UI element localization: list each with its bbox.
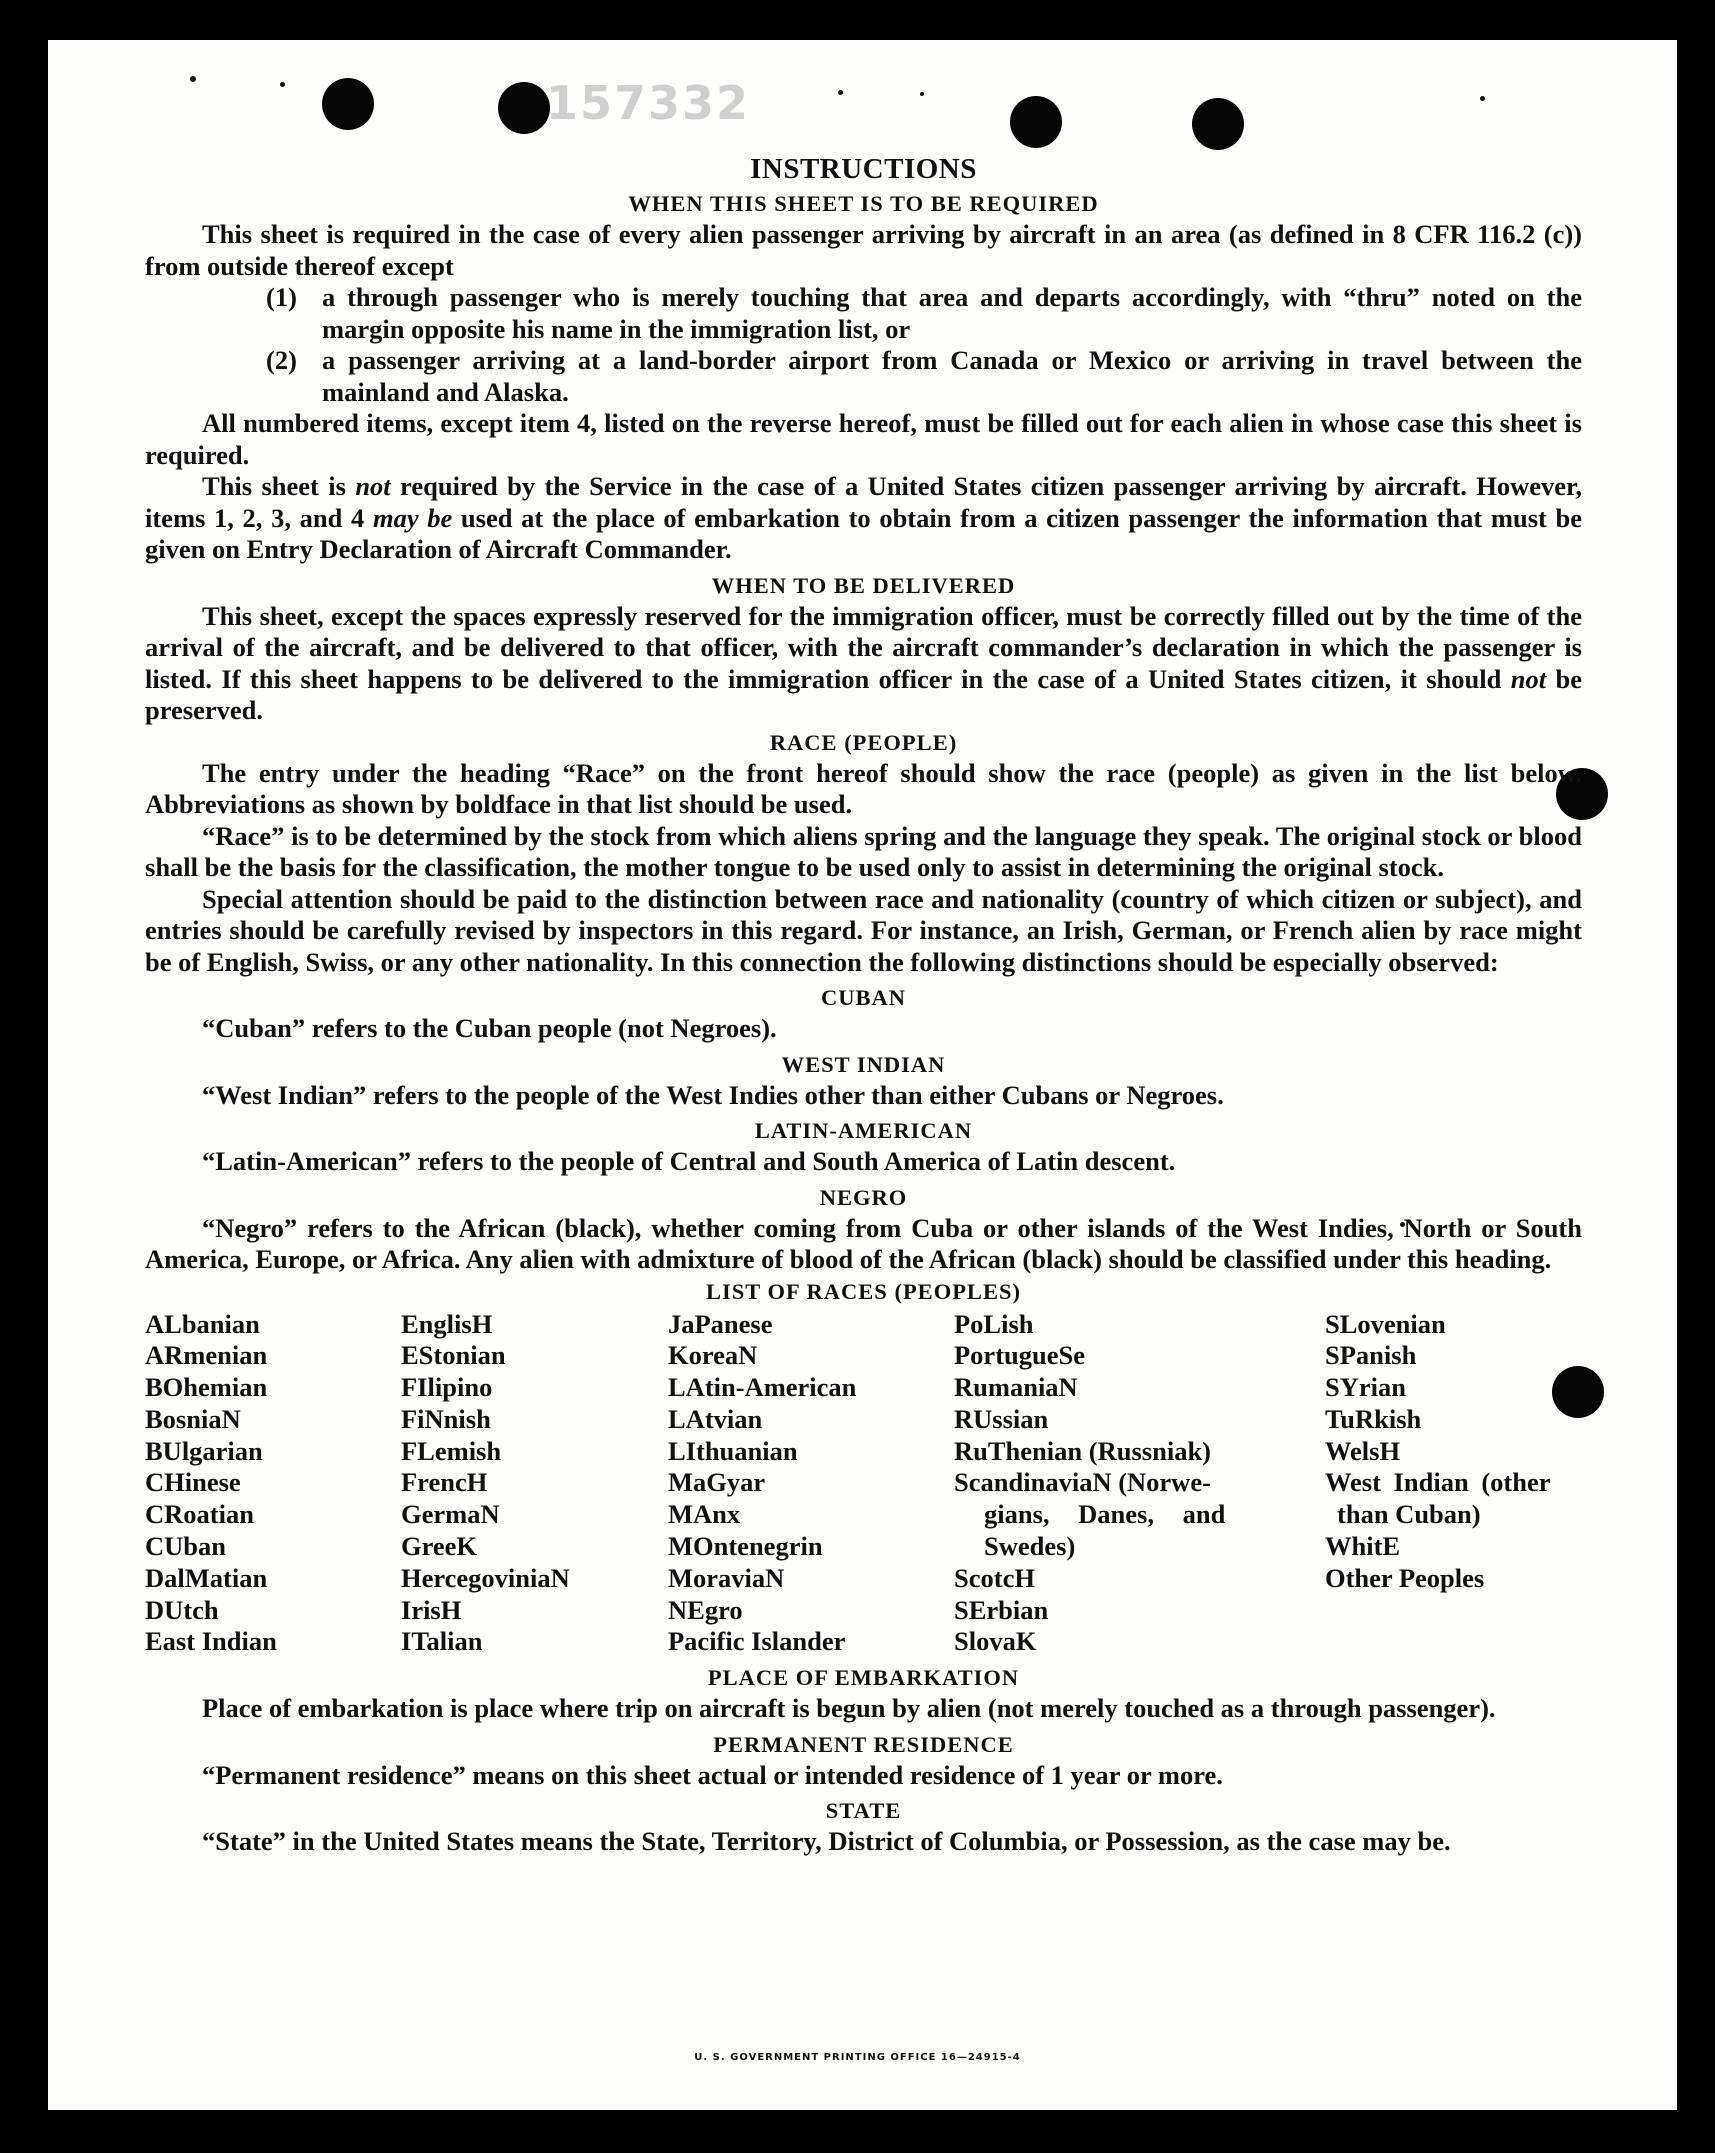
race-entry: GermaN	[401, 1499, 500, 1530]
race-entry: West Indian (other	[1325, 1467, 1551, 1498]
italic-text: may be	[372, 502, 453, 533]
race-entry: TuRkish	[1325, 1403, 1422, 1434]
item-number: (1)	[266, 282, 297, 312]
race-entry: BUlgarian	[145, 1435, 263, 1466]
race-entry: DUtch	[145, 1594, 219, 1625]
race-column-5	[1325, 1309, 1582, 1659]
paragraph: This sheet is required in the case of every alien passenger arriving by aircraft in an area (as defined in 8 CFR 116.2 (c)) from outside thereof except	[145, 219, 1582, 281]
text-run: in that list should be used.	[550, 789, 853, 819]
speck	[920, 92, 924, 96]
section-heading-permanent-residence: PERMANENT RESIDENCE	[713, 1731, 1014, 1757]
race-column-2	[401, 1309, 668, 1659]
race-entry: MAnx	[668, 1499, 741, 1530]
page-title: INSTRUCTIONS	[750, 153, 977, 185]
race-entry: KoreaN	[668, 1340, 758, 1371]
section-heading-list-of-races: LIST OF RACES (PEOPLES)	[706, 1278, 1021, 1304]
race-entry: EStonian	[401, 1340, 506, 1371]
race-entry: HercegoviniaN	[401, 1562, 570, 1593]
punch-hole	[498, 82, 550, 134]
section-heading-when-required: WHEN THIS SHEET IS TO BE REQUIRED	[628, 191, 1099, 216]
race-entry: FiNnish	[401, 1403, 491, 1434]
race-entry: EnglisH	[401, 1308, 493, 1339]
text-run: be preserved.	[145, 663, 1583, 725]
race-entry: DalMatian	[145, 1562, 268, 1593]
race-entry: Other Peoples	[1325, 1562, 1485, 1593]
race-entry: NEgro	[668, 1594, 743, 1625]
race-entry: LIthuanian	[668, 1435, 798, 1466]
race-entry: FrencH	[401, 1467, 488, 1498]
paragraph	[145, 471, 1582, 566]
punch-hole	[1192, 98, 1244, 150]
italic-text: not	[1510, 663, 1547, 694]
race-entry: MaGyar	[668, 1467, 766, 1498]
printer-imprint: U. S. GOVERNMENT PRINTING OFFICE 16—24915-4	[694, 2052, 1021, 2063]
race-entry: GreeK	[401, 1531, 478, 1562]
punch-hole	[322, 78, 374, 130]
race-entry: ScotcH	[954, 1562, 1035, 1593]
race-entry: JaPanese	[668, 1308, 773, 1339]
race-column-1	[145, 1309, 401, 1659]
bold-text: boldface	[455, 789, 551, 819]
italic-text: not	[355, 471, 391, 501]
race-entry: IrisH	[401, 1594, 462, 1625]
race-entry: CUban	[145, 1531, 227, 1562]
section-heading-negro: NEGRO	[819, 1184, 908, 1210]
speck	[280, 82, 285, 87]
race-entry: LAtvian	[668, 1403, 763, 1434]
speck	[838, 90, 843, 95]
section-heading-state: STATE	[825, 1798, 902, 1824]
race-entry: SLovenian	[1325, 1308, 1446, 1339]
race-entry: LAtin-American	[668, 1372, 857, 1403]
race-entry: PoLish	[954, 1308, 1034, 1339]
race-entry: FIlipino	[401, 1372, 493, 1403]
race-entry: SlovaK	[954, 1626, 1037, 1657]
race-entry: East Indian	[145, 1626, 277, 1657]
race-entry: RUssian	[954, 1403, 1049, 1434]
paragraph	[145, 601, 1582, 727]
race-entry: ARmenian	[145, 1340, 268, 1371]
faded-stamp-number: 157332	[546, 76, 751, 130]
race-entry: FLemish	[401, 1435, 502, 1466]
item-text: a through passenger who is merely touching that area and departs accordingly, with “thru” noted on the margin opposite his name in the immigration list, or	[322, 282, 1582, 344]
section-heading-cuban: CUBAN	[820, 985, 906, 1010]
paragraph	[145, 758, 1582, 821]
list-item	[266, 282, 1582, 345]
punch-hole	[1010, 96, 1062, 148]
paragraph: Place of embarkation is place where trip on aircraft is begun by alien (not merely touched as a through passenger).	[202, 1693, 1496, 1724]
paragraph: “Race” is to be determined by the stock from which aliens spring and the language they speak. The original stock or blood shall be the basis for the classification, the mother tongue to be used only to assist in determining the original stock.	[145, 820, 1582, 882]
section-heading-west-indian: WEST INDIAN	[781, 1051, 946, 1077]
race-entry: SErbian	[954, 1594, 1049, 1625]
paragraph: “Negro” refers to the African (black), whether coming from Cuba or other islands of the West Indies, North or South America, Europe, or Africa. Any alien with admixture of blood of the African (black) should be classified under this heading.	[145, 1212, 1582, 1274]
paragraph: “Latin-American” refers to the people of Central and South America of Latin descent.	[202, 1146, 1176, 1176]
race-entry: ITalian	[401, 1626, 483, 1657]
item-text: a passenger arriving at a land-border airport from Canada or Mexico or arriving in travel between the mainland and Alaska.	[322, 345, 1582, 407]
race-list	[145, 1309, 1582, 1659]
race-entry: RumaniaN	[954, 1372, 1078, 1403]
race-entry-continued: Swedes)	[984, 1531, 1076, 1562]
speck	[1480, 96, 1485, 101]
race-column-4	[954, 1309, 1325, 1659]
instructions-content	[145, 150, 1582, 1858]
paragraph: Special attention should be paid to the distinction between race and nationality (country of which citizen or subject), and entries should be carefully revised by inspectors in this regard. For instance, an Irish, German, or French alien by race might be of English, Swiss, or any other nationality. In this connection the following distinctions should be especially observed:	[145, 883, 1582, 977]
text-run: The entry under the heading “Race” on the front hereof should show the race (people) as given in the list below. Abbreviations as shown by	[145, 757, 1582, 819]
section-heading-race: RACE (PEOPLE)	[769, 729, 958, 755]
race-entry: PortugueSe	[954, 1340, 1086, 1371]
race-entry: MoraviaN	[668, 1562, 785, 1593]
text-run: This sheet is	[202, 471, 356, 501]
speck	[190, 76, 196, 82]
race-entry: CRoatian	[145, 1499, 254, 1530]
paragraph: “Permanent residence” means on this sheet actual or intended residence of 1 year or more.	[202, 1759, 1223, 1790]
race-entry: ScandinaviaN (Norwe-	[954, 1467, 1211, 1498]
paragraph: “West Indian” refers to the people of the West Indies other than either Cubans or Negroes.	[202, 1079, 1224, 1110]
text-run: used at the place of embarkation to obtain from a citizen passenger the information that must be given on Entry Declaration of Aircraft Commander.	[145, 502, 1583, 564]
race-entry: WhitE	[1325, 1531, 1401, 1562]
race-entry: SYrian	[1325, 1372, 1406, 1403]
section-heading-latin-american: LATIN-AMERICAN	[754, 1118, 973, 1143]
race-entry-continued: gians, Danes, and	[984, 1499, 1226, 1530]
paragraph: “State” in the United States means the State, Territory, District of Columbia, or Possession, as the case may be.	[202, 1826, 1451, 1857]
list-item	[266, 345, 1582, 408]
race-entry: WelsH	[1325, 1435, 1401, 1466]
text-run: required by the Service in the case of a United States citizen passenger arriving by aircraft. However, items 1, 2, 3, and 4	[145, 471, 1582, 533]
section-heading-when-delivered: WHEN TO BE DELIVERED	[711, 572, 1016, 598]
item-number: (2)	[266, 345, 297, 375]
race-entry: BosniaN	[145, 1403, 241, 1434]
race-entry: MOntenegrin	[668, 1531, 823, 1562]
race-entry: ALbanian	[145, 1308, 260, 1339]
race-entry: Pacific Islander	[668, 1626, 846, 1657]
race-column-3	[668, 1309, 954, 1659]
race-entry: BOhemian	[145, 1372, 268, 1403]
text-run: This sheet, except the spaces expressly reserved for the immigration officer, must be correctly filled out by the time of the arrival of the aircraft, and be delivered to that officer, with the aircraft commander’s declaration in which the passenger is listed. If this sheet happens to be delivered to the immigration officer in the case of a United States citizen, it should	[145, 600, 1582, 694]
race-entry: RuThenian (Russniak)	[954, 1435, 1212, 1466]
section-heading-embarkation: PLACE OF EMBARKATION	[707, 1665, 1020, 1691]
paragraph: All numbered items, except item 4, listed on the reverse hereof, must be filled out for each alien in whose case this sheet is required.	[145, 408, 1582, 470]
race-entry: CHinese	[145, 1467, 241, 1498]
race-entry-continued: than Cuban)	[1337, 1499, 1481, 1530]
race-entry: SPanish	[1325, 1340, 1417, 1371]
paragraph: “Cuban” refers to the Cuban people (not Negroes).	[202, 1013, 777, 1043]
